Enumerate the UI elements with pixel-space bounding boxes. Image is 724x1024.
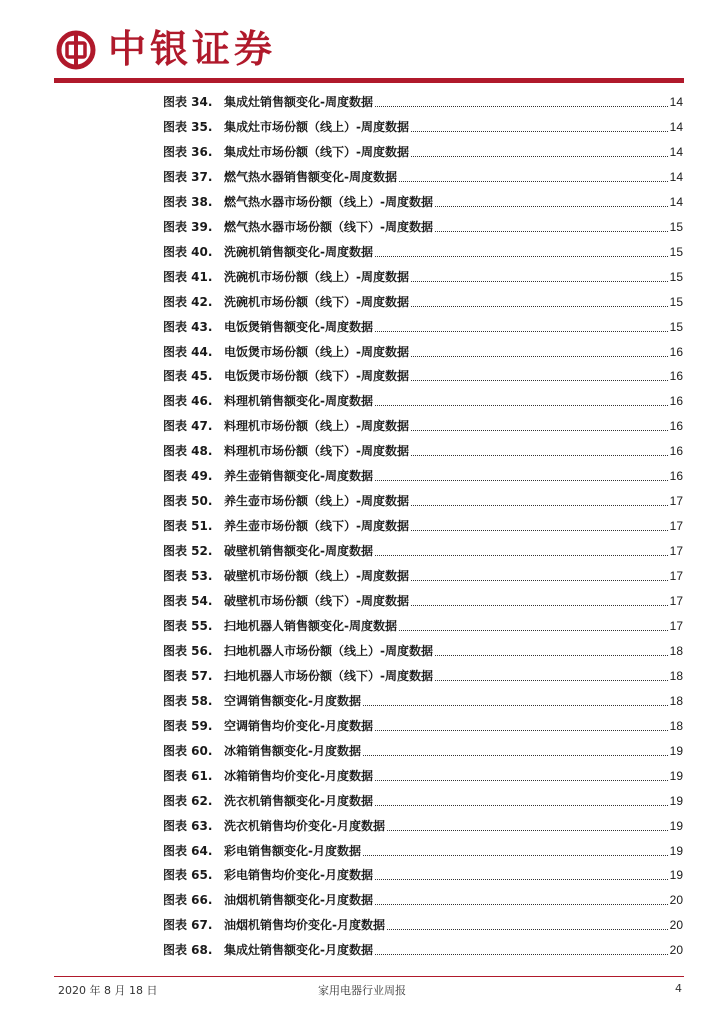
toc-entry-title: 破壁机销售额变化-周度数据 [224, 544, 373, 559]
toc-entry[interactable] [163, 863, 683, 883]
toc-dot-leader [363, 754, 668, 756]
toc-dot-leader [435, 679, 668, 681]
toc-entry[interactable] [163, 839, 683, 859]
toc-entry-number: 图表 56. [163, 643, 213, 658]
toc-dot-leader [375, 804, 668, 806]
toc-entry[interactable] [163, 639, 683, 659]
toc-dot-leader [375, 404, 668, 406]
toc-entry[interactable] [163, 913, 683, 933]
toc-entry-title: 料理机市场份额（线上）-周度数据 [224, 419, 409, 434]
toc-entry[interactable] [163, 714, 683, 734]
toc-entry-title: 空调销售额变化-月度数据 [224, 693, 361, 708]
toc-entry[interactable] [163, 190, 683, 210]
toc-entry-title: 冰箱销售额变化-月度数据 [224, 743, 361, 758]
toc-entry-title: 料理机市场份额（线下）-周度数据 [224, 444, 409, 459]
toc-entry-number: 图表 40. [163, 244, 213, 259]
toc-entry-page: 14 [669, 119, 683, 134]
toc-entry-title: 洗碗机市场份额（线下）-周度数据 [224, 294, 409, 309]
toc-entry-title: 电饭煲市场份额（线上）-周度数据 [224, 344, 409, 359]
toc-dot-leader [411, 504, 668, 506]
bank-of-china-logo-icon [56, 30, 96, 70]
toc-entry-title: 集成灶销售额变化-周度数据 [224, 95, 373, 109]
toc-entry[interactable] [163, 115, 683, 135]
toc-dot-leader [375, 330, 668, 332]
toc-entry-page: 19 [669, 768, 683, 783]
toc-entry[interactable] [163, 240, 683, 260]
toc-entry-number: 图表 45. [163, 369, 213, 384]
toc-entry[interactable] [163, 489, 683, 509]
toc-dot-leader [411, 579, 668, 581]
toc-entry-page: 18 [669, 693, 683, 708]
toc-entry[interactable] [163, 364, 683, 384]
toc-entry-title: 集成灶市场份额（线下）-周度数据 [224, 144, 409, 159]
toc-dot-leader [375, 878, 668, 880]
toc-entry-title: 燃气热水器市场份额（线上）-周度数据 [224, 194, 433, 209]
toc-dot-leader [363, 854, 668, 856]
toc-dot-leader [411, 604, 668, 606]
toc-entry-page: 14 [669, 169, 683, 184]
toc-dot-leader [363, 704, 668, 706]
toc-entry-page: 20 [669, 893, 683, 908]
toc-entry[interactable] [163, 414, 683, 434]
toc-entry-title: 洗衣机销售均价变化-月度数据 [224, 818, 385, 833]
toc-entry[interactable] [163, 814, 683, 834]
toc-entry[interactable] [163, 140, 683, 160]
toc-entry-page: 17 [669, 594, 683, 608]
toc-entry-number: 图表 60. [163, 743, 213, 758]
toc-entry[interactable] [163, 739, 683, 759]
toc-entry-number: 图表 47. [163, 419, 213, 434]
toc-entry[interactable] [163, 789, 683, 809]
toc-entry-page: 15 [669, 319, 683, 334]
toc-entry-number: 图表 50. [163, 494, 213, 509]
toc-entry-title: 空调销售均价变化-月度数据 [224, 718, 373, 733]
toc-entry[interactable] [163, 315, 683, 335]
toc-entry[interactable] [163, 389, 683, 409]
toc-entry-number: 图表 48. [163, 444, 213, 459]
toc-entry-page: 14 [669, 144, 683, 159]
toc-entry-page: 16 [669, 369, 683, 384]
toc-entry-title: 燃气热水器市场份额（线下）-周度数据 [224, 219, 433, 234]
toc-entry-title: 洗碗机销售额变化-周度数据 [224, 244, 373, 259]
toc-dot-leader [411, 355, 668, 357]
toc-dot-leader [435, 230, 668, 232]
page-header [0, 0, 724, 84]
toc-entry[interactable] [163, 265, 683, 285]
toc-entry[interactable] [163, 888, 683, 908]
toc-entry-title: 养生壶市场份额（线上）-周度数据 [224, 494, 409, 509]
toc-entry-page: 17 [669, 569, 683, 584]
toc-entry-page: 16 [669, 344, 683, 359]
toc-dot-leader [375, 953, 668, 955]
toc-entry-number: 图表 35. [163, 119, 213, 134]
toc-entry-title: 电饭煲市场份额（线下）-周度数据 [224, 369, 409, 384]
toc-entry[interactable] [163, 938, 683, 958]
toc-entry-number: 图表 54. [163, 594, 213, 608]
toc-entry-page: 18 [669, 668, 683, 683]
toc-entry-number: 图表 63. [163, 818, 213, 833]
toc-entry-number: 图表 51. [163, 519, 213, 534]
toc-entry-page: 16 [669, 444, 683, 459]
toc-dot-leader [411, 305, 668, 307]
toc-dot-leader [435, 205, 668, 207]
toc-entry[interactable] [163, 464, 683, 484]
toc-entry-page: 17 [669, 544, 683, 559]
toc-dot-leader [375, 729, 668, 731]
toc-entry-title: 集成灶销售额变化-月度数据 [224, 943, 373, 958]
toc-entry-number: 图表 43. [163, 319, 213, 334]
toc-entry-page: 17 [669, 519, 683, 534]
toc-entry-page: 20 [669, 943, 683, 958]
toc-entry-number: 图表 67. [163, 918, 213, 933]
footer-page-number: 4 [675, 982, 682, 995]
toc-entry-title: 破壁机市场份额（线下）-周度数据 [224, 594, 409, 608]
toc-dot-leader [411, 130, 668, 132]
toc-entry[interactable] [163, 764, 683, 784]
toc-entry-title: 彩电销售额变化-月度数据 [224, 843, 361, 858]
footer-rule [54, 976, 684, 977]
toc-entry-number: 图表 68. [163, 943, 213, 958]
toc-entry-title: 冰箱销售均价变化-月度数据 [224, 768, 373, 783]
toc-entry-number: 图表 37. [163, 169, 213, 184]
toc-entry-page: 17 [669, 494, 683, 509]
toc-entry-page: 16 [669, 469, 683, 484]
toc-entry-page: 19 [669, 743, 683, 758]
toc-dot-leader [411, 429, 668, 431]
toc-entry-number: 图表 49. [163, 469, 213, 484]
toc-dot-leader [375, 479, 668, 481]
toc-entry-page: 19 [669, 868, 683, 883]
toc-entry-page: 15 [669, 269, 683, 284]
toc-entry-title: 扫地机器人市场份额（线上）-周度数据 [224, 643, 433, 658]
toc-dot-leader [435, 654, 668, 656]
toc-entry[interactable] [163, 539, 683, 559]
toc-entry[interactable] [163, 689, 683, 709]
toc-entry-number: 图表 42. [163, 294, 213, 309]
toc-entry-page: 16 [669, 394, 683, 409]
footer-report-name: 家用电器行业周报 [318, 984, 406, 997]
toc-dot-leader [387, 829, 668, 831]
toc-entry[interactable] [163, 290, 683, 310]
toc-entry-number: 图表 44. [163, 344, 213, 359]
toc-dot-leader [411, 454, 668, 456]
toc-dot-leader [411, 155, 668, 157]
toc-entry-page: 14 [669, 194, 683, 209]
toc-dot-leader [375, 255, 668, 257]
toc-entry[interactable] [163, 564, 683, 584]
toc-entry-title: 养生壶市场份额（线下）-周度数据 [224, 519, 409, 534]
toc-dot-leader [375, 779, 668, 781]
toc-entry[interactable] [163, 664, 683, 684]
toc-dot-leader [387, 928, 668, 930]
toc-dot-leader [399, 180, 668, 182]
toc-entry-number: 图表 52. [163, 544, 213, 559]
toc-entry-title: 油烟机销售均价变化-月度数据 [224, 918, 385, 933]
toc-entry-title: 彩电销售均价变化-月度数据 [224, 868, 373, 883]
toc-entry-number: 图表 61. [163, 768, 213, 783]
toc-entry-page: 15 [669, 294, 683, 309]
toc-entry-number: 图表 53. [163, 569, 213, 584]
toc-entry-page: 18 [669, 643, 683, 658]
toc-entry[interactable] [163, 340, 683, 360]
toc-entry-title: 集成灶市场份额（线上）-周度数据 [224, 119, 409, 134]
toc-entry[interactable] [163, 165, 683, 185]
toc-entry-number: 图表 55. [163, 618, 213, 633]
toc-entry-page: 19 [669, 793, 683, 808]
toc-dot-leader [411, 529, 668, 531]
toc-entry-page: 16 [669, 419, 683, 434]
toc-dot-leader [399, 629, 668, 631]
toc-entry-number: 图表 39. [163, 219, 213, 234]
toc-dot-leader [375, 105, 668, 107]
toc-entry-page: 15 [669, 244, 683, 259]
toc-dot-leader [375, 903, 668, 905]
toc-entry-number: 图表 59. [163, 718, 213, 733]
toc-entry-title: 燃气热水器销售额变化-周度数据 [224, 169, 397, 184]
toc-entry-title: 养生壶销售额变化-周度数据 [224, 469, 373, 484]
toc-entry-page: 15 [669, 219, 683, 234]
toc-entry-title: 电饭煲销售额变化-周度数据 [224, 319, 373, 334]
toc-entry-number: 图表 57. [163, 668, 213, 683]
toc-entry-title: 扫地机器人销售额变化-周度数据 [224, 618, 397, 633]
toc-entry-title: 破壁机市场份额（线上）-周度数据 [224, 569, 409, 584]
toc-dot-leader [411, 379, 668, 381]
brand-name: 中银证券 [108, 26, 277, 71]
toc-entry-number: 图表 66. [163, 893, 213, 908]
toc-dot-leader [411, 280, 668, 282]
toc-entry[interactable] [163, 589, 683, 609]
toc-entry-title: 扫地机器人市场份额（线下）-周度数据 [224, 668, 433, 683]
toc-entry-title: 洗碗机市场份额（线上）-周度数据 [224, 269, 409, 284]
toc-entry-page: 14 [669, 95, 683, 109]
toc-entry[interactable] [163, 215, 683, 235]
toc-entry[interactable] [163, 439, 683, 459]
toc-entry-number: 图表 36. [163, 144, 213, 159]
toc-entry-number: 图表 65. [163, 868, 213, 883]
header-rule [54, 78, 684, 83]
toc-entry-page: 17 [669, 618, 683, 633]
toc-dot-leader [375, 554, 668, 556]
toc-entry-page: 19 [669, 843, 683, 858]
toc-entry-number: 图表 38. [163, 194, 213, 209]
toc-entry-page: 18 [669, 718, 683, 733]
toc-entry[interactable] [163, 514, 683, 534]
toc-entry[interactable] [163, 90, 683, 110]
toc-entry-number: 图表 58. [163, 693, 213, 708]
toc-entry-number: 图表 41. [163, 269, 213, 284]
toc-entry-number: 图表 34. [163, 95, 213, 109]
toc-entry-title: 料理机销售额变化-周度数据 [224, 394, 373, 409]
toc-entry-page: 20 [669, 918, 683, 933]
toc-entry-title: 油烟机销售额变化-月度数据 [224, 893, 373, 908]
toc-entry-number: 图表 62. [163, 793, 213, 808]
toc-entry[interactable] [163, 614, 683, 634]
toc-entry-title: 洗衣机销售额变化-月度数据 [224, 793, 373, 808]
footer-date: 2020 年 8 月 18 日 [58, 984, 158, 997]
toc-entry-number: 图表 64. [163, 843, 213, 858]
toc-entry-number: 图表 46. [163, 394, 213, 409]
toc-entry-page: 19 [669, 818, 683, 833]
